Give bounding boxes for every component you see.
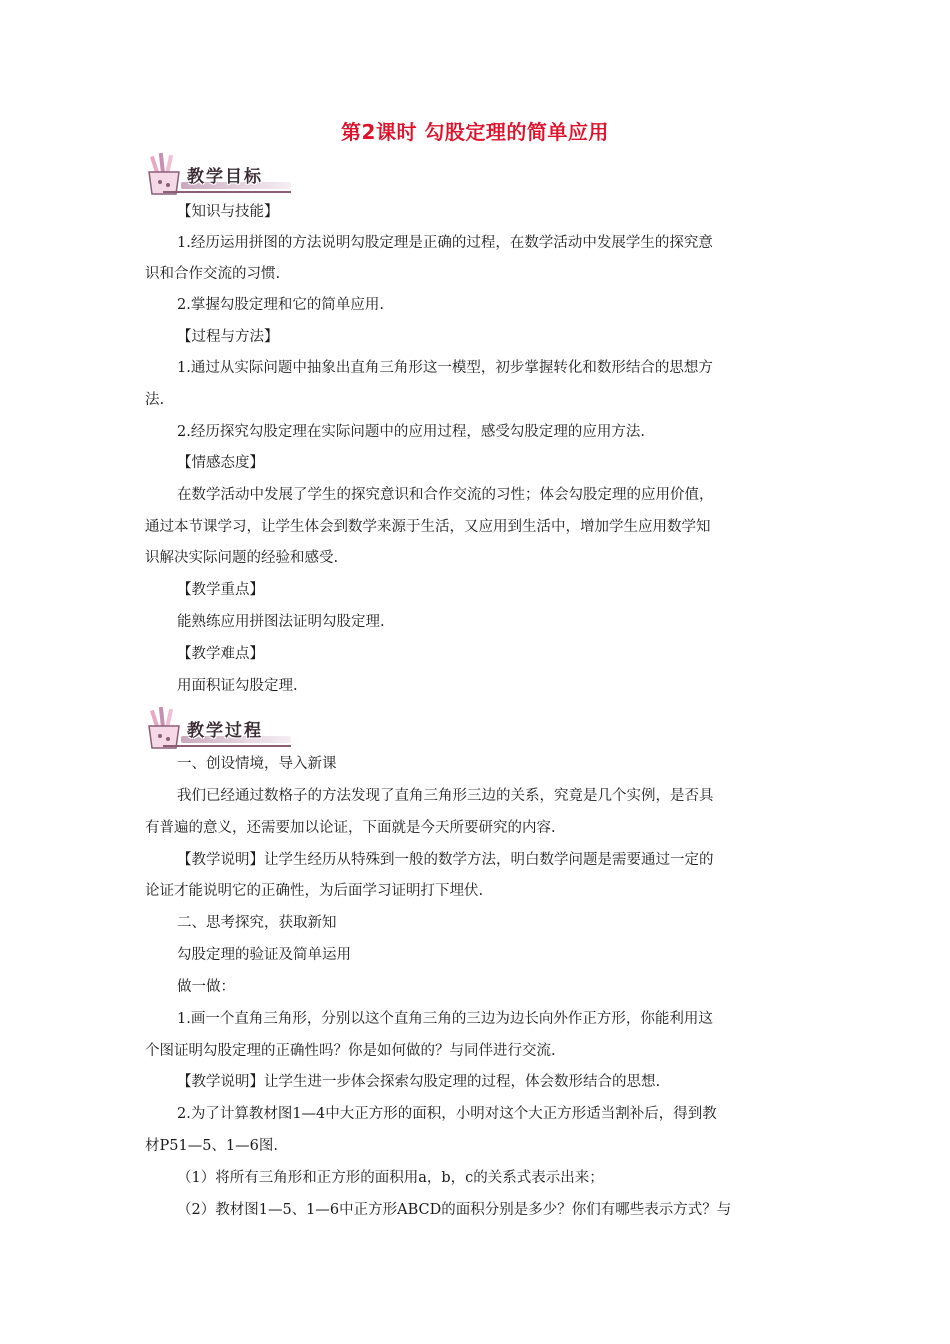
- paragraph: 2.经历探究勾股定理在实际问题中的应用过程，感受勾股定理的应用方法.: [177, 424, 645, 440]
- subheading-key-point: 【教学重点】: [177, 582, 264, 598]
- paragraph: 做一做：: [177, 979, 235, 995]
- paragraph: 勾股定理的验证及简单运用: [177, 947, 351, 963]
- subheading-difficulty: 【教学难点】: [177, 646, 264, 662]
- paragraph: 在数学活动中发展了学生的探究意识和合作交流的习性；体会勾股定理的应用价值，: [177, 487, 714, 503]
- paragraph: （2）教材图1—5、1—6中正方形ABCD的面积分别是多少？你们有哪些表示方式？与: [177, 1202, 732, 1218]
- paragraph: 2.为了计算教材图1—4中大正方形的面积，小明对这个大正方形适当割补后，得到教: [177, 1106, 717, 1122]
- paragraph: 识解决实际问题的经验和感受.: [145, 550, 339, 566]
- page-title: 第2课时 勾股定理的简单应用: [341, 120, 609, 144]
- subheading-process-method: 【过程与方法】: [177, 329, 279, 345]
- paragraph: 我们已经通过数格子的方法发现了直角三角形三边的关系，究竟是几个实例，是否具: [177, 788, 714, 804]
- paragraph: （1）将所有三角形和正方形的面积用a，b，c的关系式表示出来；: [177, 1170, 604, 1186]
- step-heading: 二、思考探究，获取新知: [177, 915, 337, 931]
- paragraph: 能熟练应用拼图法证明勾股定理.: [177, 614, 385, 630]
- paragraph: 法.: [145, 392, 165, 408]
- paragraph: 个图证明勾股定理的正确性吗？你是如何做的？与同伴进行交流.: [145, 1043, 556, 1059]
- section-header-process: [143, 706, 293, 752]
- paragraph: 有普遍的意义，还需要加以论证，下面就是今天所要研究的内容.: [145, 820, 556, 836]
- section-label: 教学目标: [187, 167, 263, 187]
- paragraph: 1.通过从实际问题中抽象出直角三角形这一模型，初步掌握转化和数形结合的思想方: [177, 360, 713, 376]
- paragraph: 1.经历运用拼图的方法说明勾股定理是正确的过程，在数学活动中发展学生的探究意: [177, 235, 713, 251]
- paragraph: 材P51—5、1—6图.: [145, 1138, 278, 1154]
- section-header-goals: [143, 152, 293, 198]
- teaching-note: 【教学说明】让学生进一步体会探索勾股定理的过程，体会数形结合的思想.: [177, 1074, 661, 1090]
- step-heading: 一、创设情境，导入新课: [177, 756, 337, 772]
- paragraph: 论证才能说明它的正确性，为后面学习证明打下埋伏.: [145, 883, 484, 899]
- section-label: 教学过程: [187, 721, 263, 741]
- paragraph: 通过本节课学习，让学生体会到数学来源于生活，又应用到生活中，增加学生应用数学知: [145, 519, 711, 535]
- subheading-attitude: 【情感态度】: [177, 455, 264, 471]
- paragraph: 识和合作交流的习惯.: [145, 266, 281, 282]
- paragraph: 2.掌握勾股定理和它的简单应用.: [177, 297, 384, 313]
- teaching-note: 【教学说明】让学生经历从特殊到一般的数学方法，明白数学问题是需要通过一定的: [177, 852, 714, 868]
- subheading-knowledge: 【知识与技能】: [177, 204, 279, 220]
- paragraph: 1.画一个直角三角形，分别以这个直角三角的三边为边长向外作正方形，你能利用这: [177, 1011, 713, 1027]
- paragraph: 用面积证勾股定理.: [177, 678, 298, 694]
